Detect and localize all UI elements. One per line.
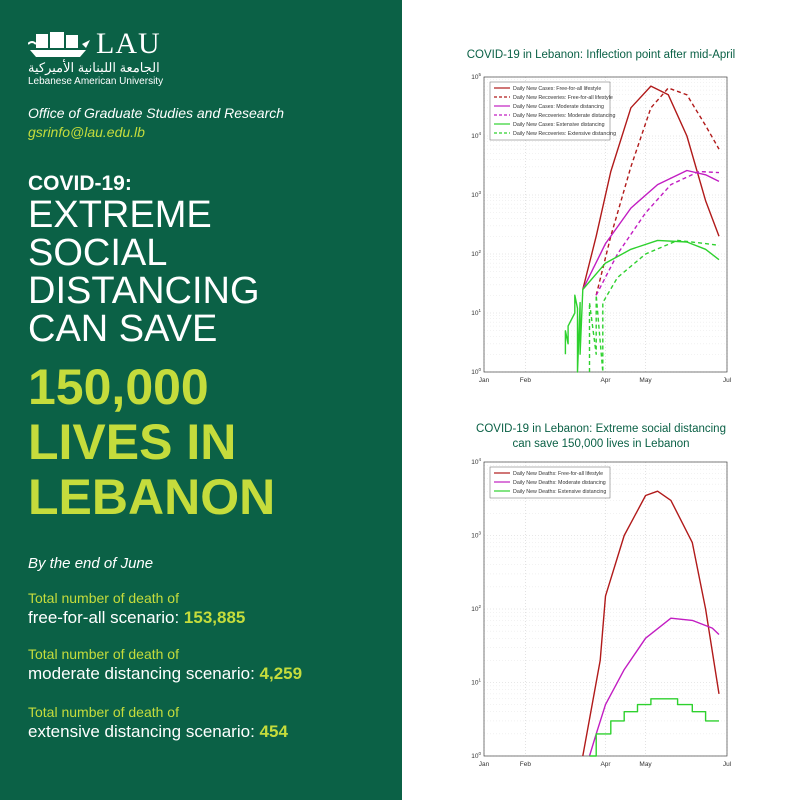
chart-1-y-tick-label: $10^2$ [471,249,481,258]
chart-1-cases-recoveries [402,0,800,390]
chart-1-series-line-5 [565,240,719,372]
headline-line: DISTANCING [28,270,260,312]
chart-1-title: COVID-19 in Lebanon: Inflection point after mid-April [466,49,736,61]
stat-line [28,663,398,685]
chart-1-legend-label: Daily New Cases: Moderate distancing [513,104,604,110]
chart-1-x-tick-label: May [639,377,652,384]
big-headline [28,360,275,525]
chart-2-x-tick-label: Jul [722,761,732,768]
stat-moderate [28,645,398,685]
chart-2-series-line-3 [590,699,720,756]
stat-scenario: moderate distancing scenario: [28,664,255,683]
stat-value: 454 [259,722,288,741]
chart-1-series-line-3 [583,171,719,290]
big-headline-line: LIVES IN [28,414,237,470]
office-name: Office of Graduate Studies and Research [28,105,285,121]
stat-extensive [28,703,398,743]
chart-2-x-tick-label: Apr [600,761,611,768]
chart-1-series-line-2 [596,88,719,295]
chart-2-y-tick-label: $10^3$ [471,530,481,540]
email-link[interactable]: gsrinfo@lau.edu.lb [28,124,145,140]
big-headline-line: LEBANON [28,469,276,525]
chart-2-title-line1: COVID-19 in Lebanon: Extreme social distancing [476,423,726,435]
chart-2-y-tick-label: $10^0$ [471,751,481,760]
chart-1-x-tick-label: Jul [722,377,732,384]
chart-2-legend-label: Daily New Deaths: Extensive distancing [513,489,607,495]
chart-1-legend-label: Daily New Recoveries: Moderate distancing [513,113,616,119]
chart-2-y-tick-label: $10^4$ [471,457,481,466]
chart-2-series-line-2 [590,618,720,756]
ship-logo-icon [28,30,90,58]
stat-label: Total number of death of [28,646,179,662]
chart-2-legend-label: Daily New Deaths: Moderate distancing [513,480,606,486]
chart-2-x-tick-label: Jan [478,761,490,768]
charts-panel [402,0,800,800]
chart-1-legend-label: Daily New Recoveries: Extensive distancing [513,131,617,137]
chart-1-x-tick-label: Jan [478,377,490,384]
headline-line: CAN SAVE [28,308,218,350]
chart-2-x-tick-label: May [639,761,652,768]
chart-1-y-tick-label: $10^1$ [471,308,481,317]
stat-line [28,607,398,629]
stat-label: Total number of death of [28,704,179,720]
chart-1-legend-label: Daily New Cases: Free-for-all lifestyle [513,86,602,92]
stat-free-for-all [28,589,398,629]
chart-1-x-tick-label: Apr [600,377,611,384]
chart-2-y-tick-label: $10^1$ [471,677,481,687]
stat-value: 4,259 [259,664,303,683]
chart-1-y-tick-label: $10^0$ [471,367,481,376]
chart-1-y-tick-label: $10^3$ [471,190,481,199]
stat-scenario: extensive distancing scenario: [28,722,255,741]
brand-full-name: Lebanese American University [28,76,164,87]
lau-logo [28,28,228,88]
chart-2-title-line2: can save 150,000 lives in Lebanon [512,438,690,450]
chart-1-y-tick-label: $10^4$ [471,131,481,140]
brand-arabic-name: الجامعة اللبنانية الأميركية [28,60,160,75]
big-headline-line: 150,000 [28,359,209,415]
chart-1-legend-label: Daily New Recoveries: Free-for-all lifestyle [513,95,613,101]
headline-line: EXTREME [28,194,212,236]
chart-1-legend-label: Daily New Cases: Extensive distancing [513,122,605,128]
chart-1-x-tick-label: Feb [519,377,531,384]
chart-2-x-tick-label: Feb [519,761,531,768]
headline [28,196,260,348]
chart-2-y-tick-label: $10^2$ [471,604,481,613]
stat-line [28,721,398,743]
covid-label: COVID-19: [28,172,132,195]
chart-2-series-line-1 [583,491,719,756]
by-end-note: By the end of June [28,555,154,572]
chart-2-deaths [402,410,800,800]
brand-name: LAU [96,27,161,60]
chart-2-legend-label: Daily New Deaths: Free-for-all lifestyle [513,471,604,477]
headline-line: SOCIAL [28,232,168,274]
stat-scenario: free-for-all scenario: [28,608,180,627]
chart-1-y-tick-label: $10^5$ [471,72,481,81]
stat-value: 153,885 [183,608,246,627]
stat-label: Total number of death of [28,590,179,606]
chart-1-series-line-4 [596,172,719,296]
chart-1-series-line-6 [590,240,720,372]
